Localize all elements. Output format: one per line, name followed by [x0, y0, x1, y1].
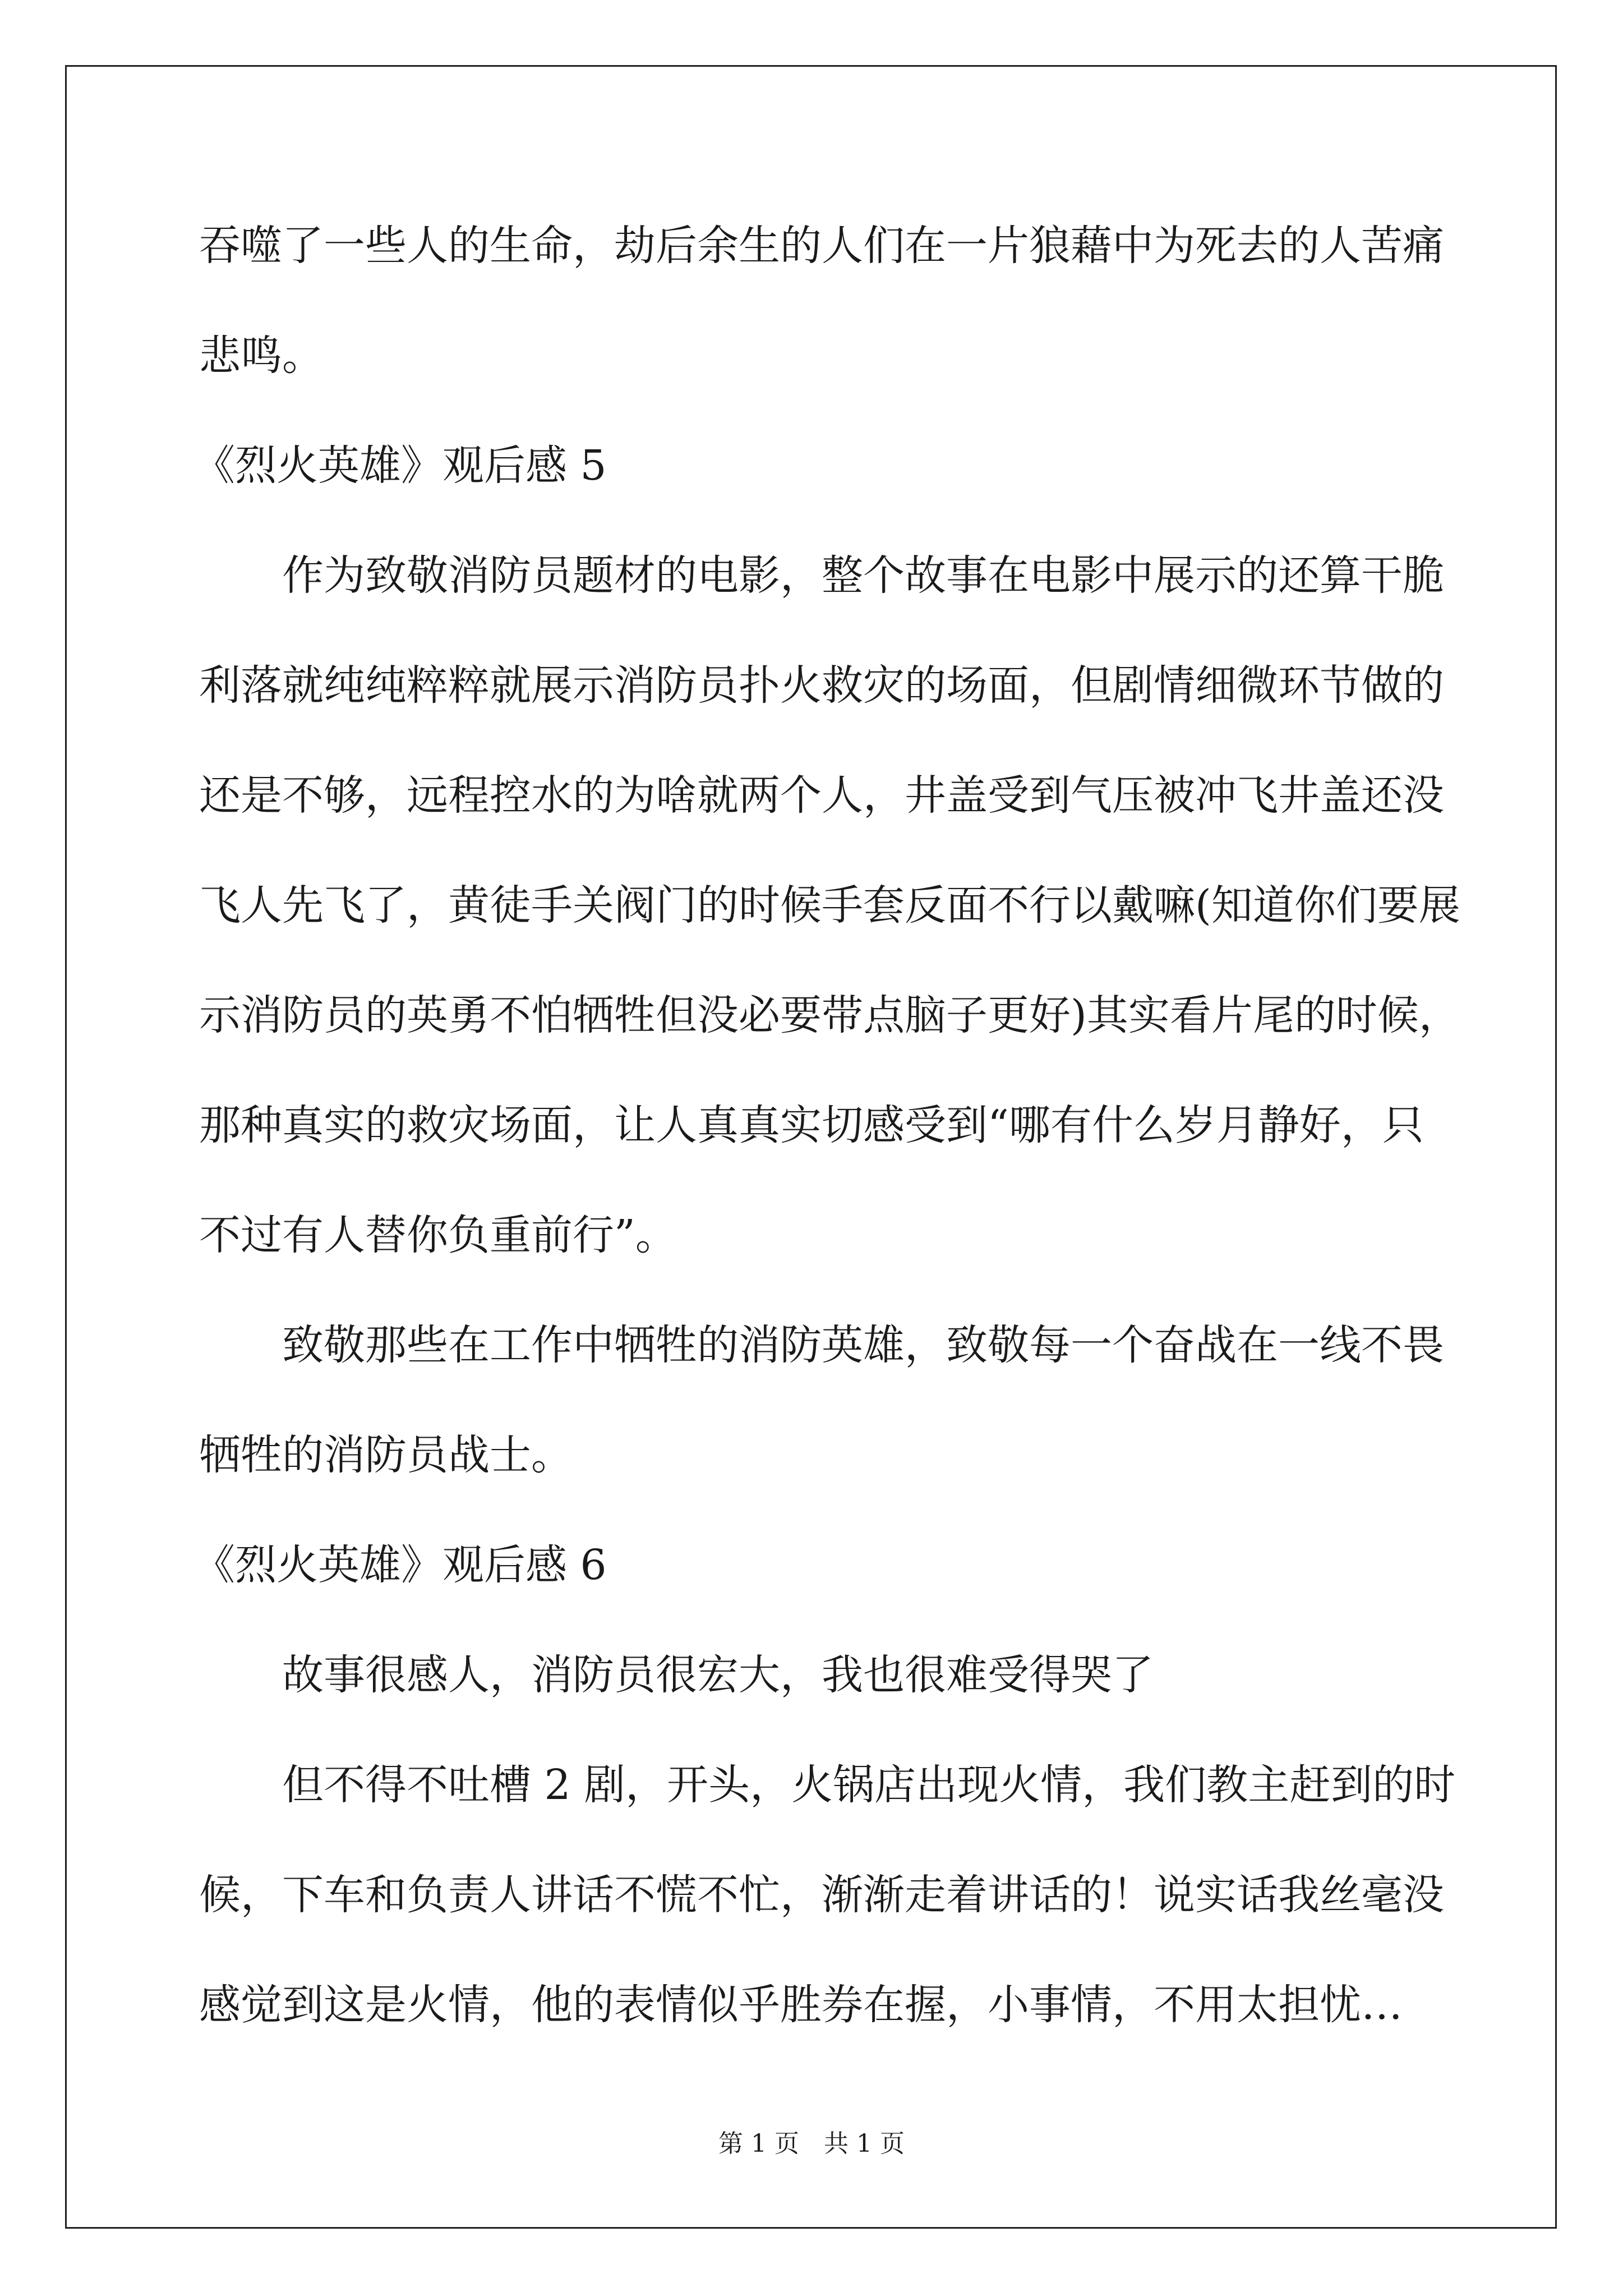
- paragraph-line: 吞噬了一些人的生命，劫后余生的人们在一片狼藉中为死去的人苦痛: [199, 222, 1444, 270]
- paragraph-line: 牺牲的消防员战士。: [199, 1431, 573, 1479]
- document-body: [193, 191, 1460, 2060]
- section-heading: 《烈火英雄》观后感 5: [193, 441, 607, 490]
- paragraph-line: 那种真实的救灾场面，让人真真实切感受到“哪有什么岁月静好，只: [199, 1101, 1424, 1149]
- page-footer: 第 1 页 共 1 页: [718, 2129, 905, 2158]
- paragraph-line: 感觉到这是火情，他的表情似乎胜券在握，小事情，不用太担忧…: [199, 1981, 1403, 2029]
- paragraph-line: 示消防员的英勇不怕牺牲但没必要带点脑子更好)其实看片尾的时候，: [199, 991, 1460, 1039]
- paragraph-line: 候，下车和负责人讲话不慌不忙，渐渐走着讲话的！说实话我丝毫没: [199, 1871, 1444, 1919]
- paragraph-line: 但不得不吐槽 2 剧，开头，火锅店出现火情，我们教主赶到的时: [282, 1761, 1456, 1809]
- paragraph-line: 还是不够，远程控水的为啥就两个人，井盖受到气压被冲飞井盖还没: [199, 771, 1444, 820]
- paragraph-line: 不过有人替你负重前行”。: [199, 1211, 677, 1259]
- paragraph-line: 作为致敬消防员题材的电影，整个故事在电影中展示的还算干脆: [282, 551, 1444, 600]
- paragraph-line: 飞人先飞了，黄徒手关阀门的时候手套反面不行以戴嘛(知道你们要展: [199, 881, 1460, 930]
- paragraph-line: 致敬那些在工作中牺牲的消防英雄，致敬每一个奋战在一线不畏: [282, 1321, 1444, 1369]
- paragraph-line: 故事很感人，消防员很宏大，我也很难受得哭了: [282, 1651, 1154, 1699]
- section-heading: 《烈火英雄》观后感 6: [193, 1541, 607, 1589]
- paragraph-line: 悲鸣。: [199, 332, 324, 380]
- paragraph-line: 利落就纯纯粹粹就展示消防员扑火救灾的场面，但剧情细微环节做的: [199, 661, 1444, 710]
